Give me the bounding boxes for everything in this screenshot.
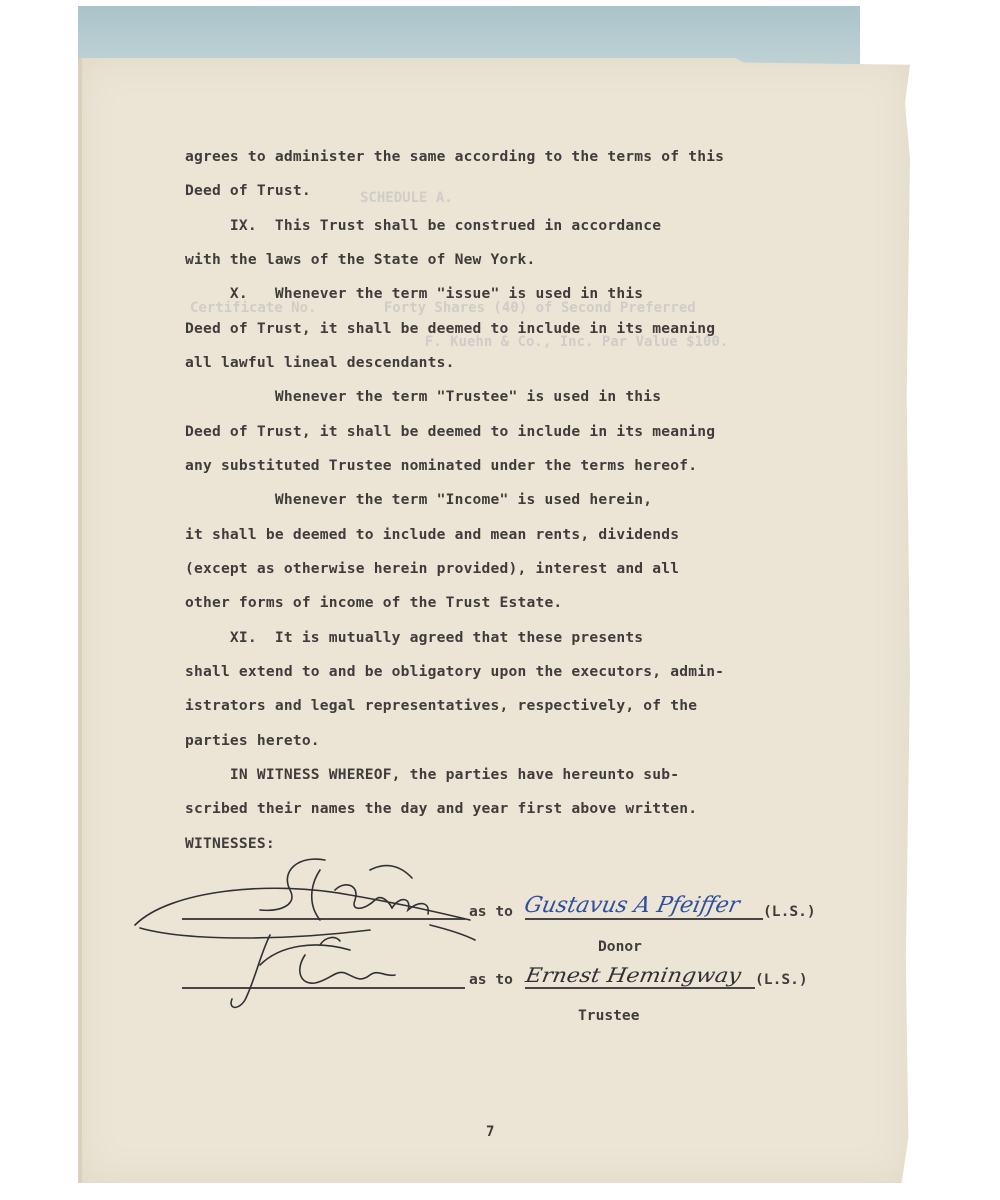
page-number: 7 [486,1124,495,1140]
text-line: it shall be deemed to include and mean rents, dividends [185,526,680,543]
text-line: all lawful lineal descendants. [185,354,455,371]
as-to-label-1: as to [469,903,513,920]
text-line: shall extend to and be obligatory upon the executors, admin- [185,663,725,680]
ls-label-2: (L.S.) [755,971,808,988]
text-line: IN WITNESS WHEREOF, the parties have hereunto sub- [185,766,680,783]
donor-signature-text: Gustavus A Pfeiffer [521,892,743,918]
text-line: Deed of Trust. [185,182,311,199]
trustee-signature-text: Ernest Hemingway [523,963,723,987]
trustee-signature [523,952,768,1002]
text-line: istrators and legal representatives, respectively, of the [185,697,698,714]
text-line: agrees to administer the same according to the terms of this [185,148,725,165]
text-line: Whenever the term "Income" is used herein, [185,491,653,508]
text-line: any substituted Trustee nominated under the terms hereof. [185,457,698,474]
bleed-through-line: Certificate No. Forty Shares (40) of Second Preferred [190,300,696,316]
text-line: X. Whenever the term "issue" is used in this [185,285,644,302]
as-to-label-2: as to [469,971,513,988]
text-line: scribed their names the day and year first above written. [185,800,698,817]
text-line: XI. It is mutually agreed that these presents [185,629,644,646]
text-line: IX. This Trust shall be construed in accordance [185,217,662,234]
text-line: Deed of Trust, it shall be deemed to include in its meaning [185,320,716,337]
donor-signature [521,880,798,930]
text-line: Deed of Trust, it shall be deemed to include in its meaning [185,423,716,440]
text-line: with the laws of the State of New York. [185,251,536,268]
paper-binding-edge [78,58,82,1183]
text-line: (except as otherwise herein provided), interest and all [185,560,680,577]
text-line: parties hereto. [185,732,320,749]
donor-role-label: Donor [598,938,642,955]
witness-2-signature [220,925,420,1015]
bleed-through-line: SCHEDULE A. [360,190,453,206]
trustee-role-label: Trustee [578,1007,640,1024]
ls-label-1: (L.S.) [763,903,816,920]
text-line: other forms of income of the Trust Estate. [185,594,563,611]
text-line: Whenever the term "Trustee" is used in this [185,388,662,405]
bleed-through-line: F. Kuehn & Co., Inc. Par Value $100. [290,334,729,350]
text-line: WITNESSES: [185,835,275,852]
